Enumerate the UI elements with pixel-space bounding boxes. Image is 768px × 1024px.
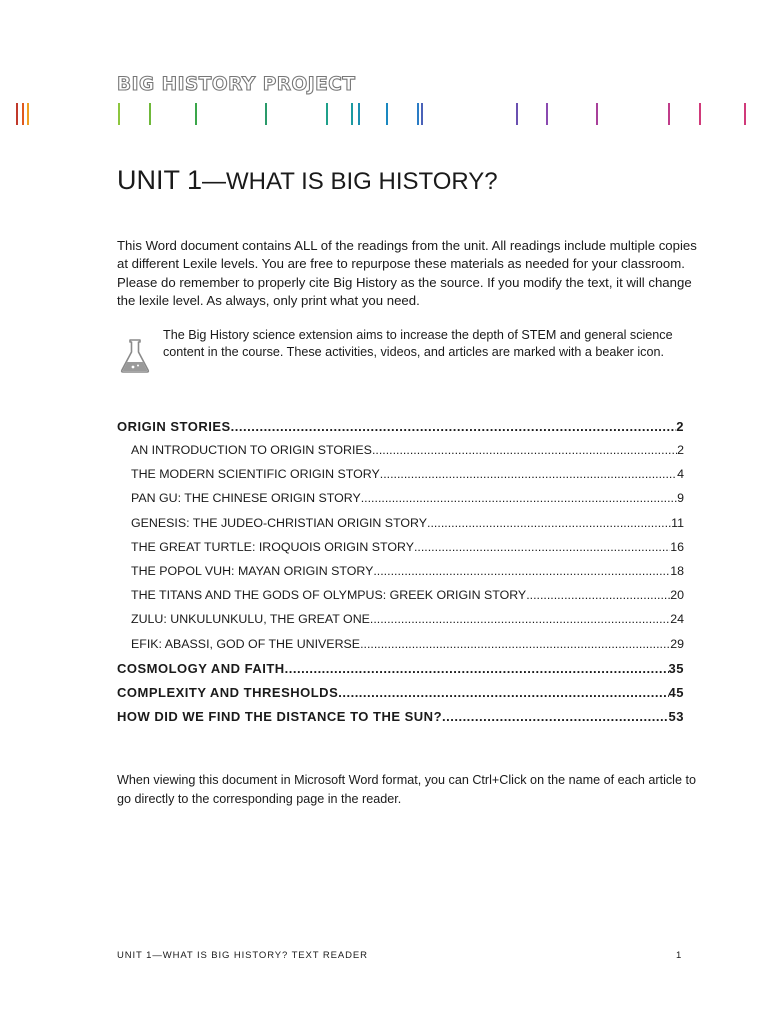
color-bar — [386, 103, 388, 125]
toc-page: 2 — [676, 419, 684, 434]
toc-entry[interactable] — [117, 564, 684, 588]
toc-leader — [373, 564, 670, 578]
toc-page: 45 — [668, 684, 684, 700]
color-bar — [546, 103, 548, 125]
color-bar — [358, 103, 360, 125]
toc-leader — [372, 443, 677, 457]
intro-paragraph: This Word document contains ALL of the readings from the unit. All readings include multiple copies at different Lexile levels. You are free to repurpose these materials as needed for your classroom. Please do remember to properly cite Big History as the source. If you modify the text, it will change the lexile level. As always, only print what you need. — [117, 238, 697, 308]
toc-leader — [361, 491, 677, 505]
color-bar — [265, 103, 267, 125]
toc-leader — [442, 709, 669, 724]
toc-page: 4 — [677, 467, 684, 482]
toc-title: AN INTRODUCTION TO ORIGIN STORIES — [131, 443, 372, 457]
toc-entry[interactable] — [117, 443, 684, 467]
color-bar — [22, 103, 24, 125]
toc-title: THE GREAT TURTLE: IROQUOIS ORIGIN STORY — [131, 539, 414, 554]
toc-entry[interactable] — [117, 491, 684, 515]
toc-entry[interactable] — [117, 588, 684, 612]
color-bar — [421, 103, 423, 125]
navigation-note: When viewing this document in Microsoft Word format, you can Ctrl+Click on the name of each article to go directly to the corresponding page in the reader. — [117, 773, 696, 806]
toc-title: ORIGIN STORIES — [117, 419, 231, 434]
toc-leader — [338, 685, 668, 700]
color-bar — [118, 103, 120, 125]
toc-page: 16 — [670, 539, 684, 554]
toc-entry[interactable] — [117, 709, 684, 733]
toc-entry[interactable] — [117, 612, 684, 636]
toc-entry[interactable] — [117, 685, 684, 709]
toc-title: THE MODERN SCIENTIFIC ORIGIN STORY — [131, 467, 380, 482]
toc-title: EFIK: ABASSI, GOD OF THE UNIVERSE — [131, 636, 361, 651]
toc-title: PAN GU: THE CHINESE ORIGIN STORY — [131, 491, 361, 506]
color-bar — [699, 103, 701, 125]
footer-page-number: 1 — [676, 950, 682, 961]
science-extension-note — [117, 326, 697, 386]
color-bar — [195, 103, 197, 125]
unit-title — [117, 160, 498, 197]
unit-subtitle: —WHAT IS BIG HISTORY? — [202, 168, 498, 195]
footer-title: UNIT 1—WHAT IS BIG HISTORY? TEXT READER — [117, 950, 368, 961]
color-bar — [27, 103, 29, 125]
toc-entry[interactable] — [117, 661, 684, 685]
toc-page: 11 — [671, 515, 684, 530]
brand-logo: BIG HISTORY PROJECT — [117, 74, 356, 95]
unit-number: UNIT 1 — [117, 165, 203, 195]
toc-title: COSMOLOGY AND FAITH — [117, 660, 285, 676]
toc-title: GENESIS: THE JUDEO-CHRISTIAN ORIGIN STORY — [131, 515, 428, 530]
color-bar — [351, 103, 353, 125]
toc-leader — [370, 612, 670, 626]
color-bar — [326, 103, 328, 125]
toc-leader — [231, 419, 677, 434]
toc-leader — [526, 588, 670, 602]
toc-leader — [427, 516, 671, 530]
color-bars — [0, 0, 768, 140]
toc-entry[interactable] — [117, 419, 684, 443]
toc-page: 35 — [668, 660, 684, 676]
color-bar — [744, 103, 746, 125]
toc-page: 29 — [670, 636, 684, 651]
toc-page: 53 — [668, 708, 684, 724]
beaker-icon — [119, 338, 151, 374]
toc-leader — [360, 637, 670, 651]
toc-page: 24 — [670, 612, 684, 627]
toc-page: 18 — [670, 563, 684, 578]
toc-title: HOW DID WE FIND THE DISTANCE TO THE SUN? — [117, 708, 443, 724]
color-bar — [149, 103, 151, 125]
toc-page: 2 — [677, 443, 684, 457]
color-bar — [516, 103, 518, 125]
toc-page: 20 — [670, 588, 684, 603]
toc-title: COMPLEXITY AND THRESHOLDS — [117, 684, 339, 700]
extension-text: The Big History science extension aims to increase the depth of STEM and general science content in the course. These activities, videos, and articles are marked with a beaker icon. — [163, 328, 673, 359]
toc-title: THE POPOL VUH: MAYAN ORIGIN STORY — [131, 563, 374, 578]
toc-entry[interactable] — [117, 467, 684, 491]
toc-leader — [414, 540, 670, 554]
color-bar — [16, 103, 18, 125]
color-bar — [417, 103, 419, 125]
color-bar — [668, 103, 670, 125]
toc-leader — [285, 661, 669, 676]
toc-entry[interactable] — [117, 516, 684, 540]
toc-title: THE TITANS AND THE GODS OF OLYMPUS: GREEK ORIGIN STORY — [131, 588, 527, 603]
toc-entry[interactable] — [117, 637, 684, 661]
toc-page: 9 — [677, 491, 684, 506]
toc-leader — [380, 467, 677, 481]
toc-entry[interactable] — [117, 540, 684, 564]
color-bar — [596, 103, 598, 125]
toc-title: ZULU: UNKULUNKULU, THE GREAT ONE — [131, 612, 370, 627]
table-of-contents — [117, 419, 684, 733]
